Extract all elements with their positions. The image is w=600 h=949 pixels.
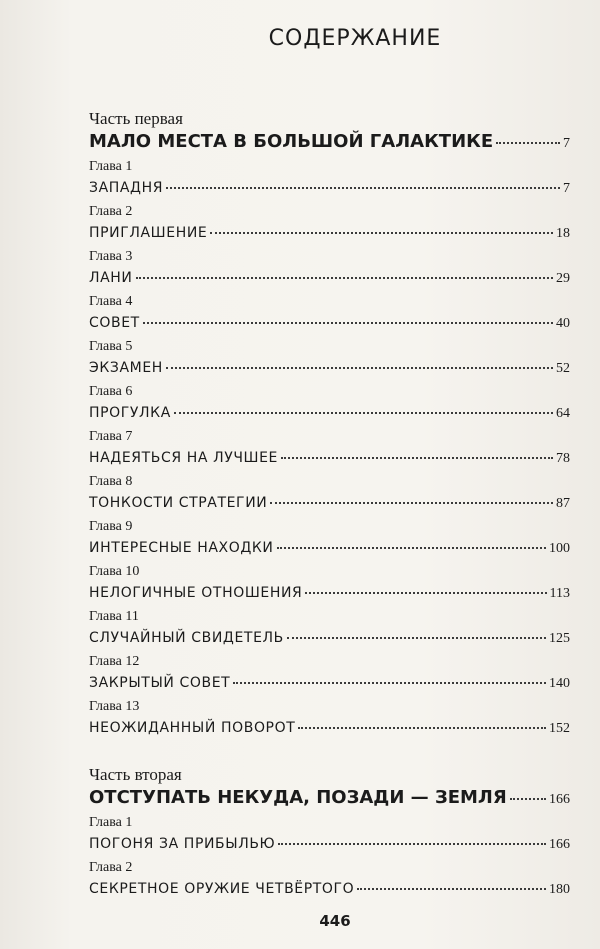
chapter-label: Глава 8 [89,474,133,489]
part-label: Часть вторая [89,765,182,784]
chapter-title: ИНТЕРЕСНЫЕ НАХОДКИ [89,540,274,556]
chapter-title-row [89,492,570,515]
chapter-title-row [89,672,570,695]
page-number-footer: 446 [319,912,351,930]
chapter-title: СОВЕТ [89,315,140,331]
chapter-title-row [89,447,570,470]
chapter-label: Глава 10 [89,564,140,579]
page-number: 87 [556,496,570,511]
page-number: 180 [549,882,570,897]
page-number: 140 [549,676,570,691]
chapter-entry[interactable] [89,292,570,335]
chapter-label: Глава 4 [89,294,133,309]
chapter-title-row [89,402,570,425]
part-spacer [89,740,570,764]
part-2 [89,764,570,901]
chapter-label: Глава 6 [89,384,133,399]
dot-leader [270,502,553,504]
dot-leader [357,888,546,890]
chapter-title-row [89,537,570,560]
chapter-title: ЗАПАДНЯ [89,180,164,196]
table-of-contents [89,108,570,901]
chapter-title-row [89,222,570,245]
page-number: 18 [556,226,570,241]
chapter-entry[interactable] [89,813,570,856]
dot-leader [174,412,553,414]
chapter-entry[interactable] [89,382,570,425]
chapter-title-row [89,267,570,290]
chapter-title-row [89,833,570,856]
chapter-entry[interactable] [89,157,570,200]
chapter-title-row [89,312,570,335]
dot-leader [233,682,546,684]
page-number: 78 [556,451,570,466]
chapter-label: Глава 7 [89,429,133,444]
chapter-title: НАДЕЯТЬСЯ НА ЛУЧШЕЕ [89,450,278,466]
chapter-title: СЕКРЕТНОЕ ОРУЖИЕ ЧЕТВЁРТОГО [89,881,355,897]
chapter-title: ПРИГЛАШЕНИЕ [89,225,208,241]
chapter-title-row [89,717,570,740]
dot-leader [510,798,546,800]
chapter-label: Глава 12 [89,654,140,669]
chapter-entry[interactable] [89,858,570,901]
page-number: 125 [549,631,570,646]
dot-leader [277,547,546,549]
page-number: 7 [563,136,570,151]
chapter-entry[interactable] [89,427,570,470]
page-number: 100 [549,541,570,556]
page-number: 52 [556,361,570,376]
page-number: 113 [549,586,570,601]
chapter-title-row [89,582,570,605]
page-number: 166 [549,837,570,852]
chapter-label: Глава 9 [89,519,133,534]
dot-leader [143,322,553,324]
dot-leader [298,727,546,729]
chapter-title: ТОНКОСТИ СТРАТЕГИИ [89,495,268,511]
chapter-entry[interactable] [89,472,570,515]
dot-leader [166,187,560,189]
page-title: СОДЕРЖАНИЕ [268,26,442,51]
page-number: 40 [556,316,570,331]
part-label: Часть первая [89,109,183,128]
chapter-title: ПРОГУЛКА [89,405,171,421]
chapter-entry[interactable] [89,607,570,650]
part-1 [89,108,570,740]
page-number: 29 [556,271,570,286]
chapter-label: Глава 1 [89,815,133,830]
dot-leader [305,592,546,594]
chapter-entry[interactable] [89,247,570,290]
chapter-title: НЕЛОГИЧНЫЕ ОТНОШЕНИЯ [89,585,303,601]
chapter-title: ЭКЗАМЕН [89,360,163,376]
dot-leader [281,457,553,459]
chapter-title-row [89,627,570,650]
chapter-title: ПОГОНЯ ЗА ПРИБЫЛЬЮ [89,836,276,852]
chapter-label: Глава 13 [89,699,140,714]
part-title-entry[interactable] [89,130,570,155]
chapter-title: ЛАНИ [89,270,133,286]
chapter-label: Глава 5 [89,339,133,354]
dot-leader [210,232,553,234]
part-title: ОТСТУПАТЬ НЕКУДА, ПОЗАДИ — ЗЕМЛЯ [89,787,507,808]
page-number: 64 [556,406,570,421]
chapter-title-row [89,177,570,200]
chapter-entry[interactable] [89,697,570,740]
chapter-entry[interactable] [89,652,570,695]
chapter-label: Глава 2 [89,204,133,219]
dot-leader [496,142,560,144]
chapter-title: СЛУЧАЙНЫЙ СВИДЕТЕЛЬ [89,630,284,646]
part-title-entry[interactable] [89,786,570,811]
chapter-label: Глава 11 [89,609,139,624]
chapter-label: Глава 3 [89,249,133,264]
chapter-title-row [89,357,570,380]
chapter-label: Глава 1 [89,159,133,174]
chapter-entry[interactable] [89,562,570,605]
page-number: 166 [549,792,570,807]
chapter-title: НЕОЖИДАННЫЙ ПОВОРОТ [89,720,296,736]
chapter-entry[interactable] [89,517,570,560]
dot-leader [287,637,546,639]
page-number: 152 [549,721,570,736]
chapter-label: Глава 2 [89,860,133,875]
chapter-entry[interactable] [89,202,570,245]
part-title: МАЛО МЕСТА В БОЛЬШОЙ ГАЛАКТИКЕ [89,131,494,152]
dot-leader [166,367,553,369]
chapter-entry[interactable] [89,337,570,380]
dot-leader [278,843,546,845]
chapter-title: ЗАКРЫТЫЙ СОВЕТ [89,675,231,691]
dot-leader [136,277,553,279]
page-number: 7 [563,181,570,196]
chapter-title-row [89,878,570,901]
